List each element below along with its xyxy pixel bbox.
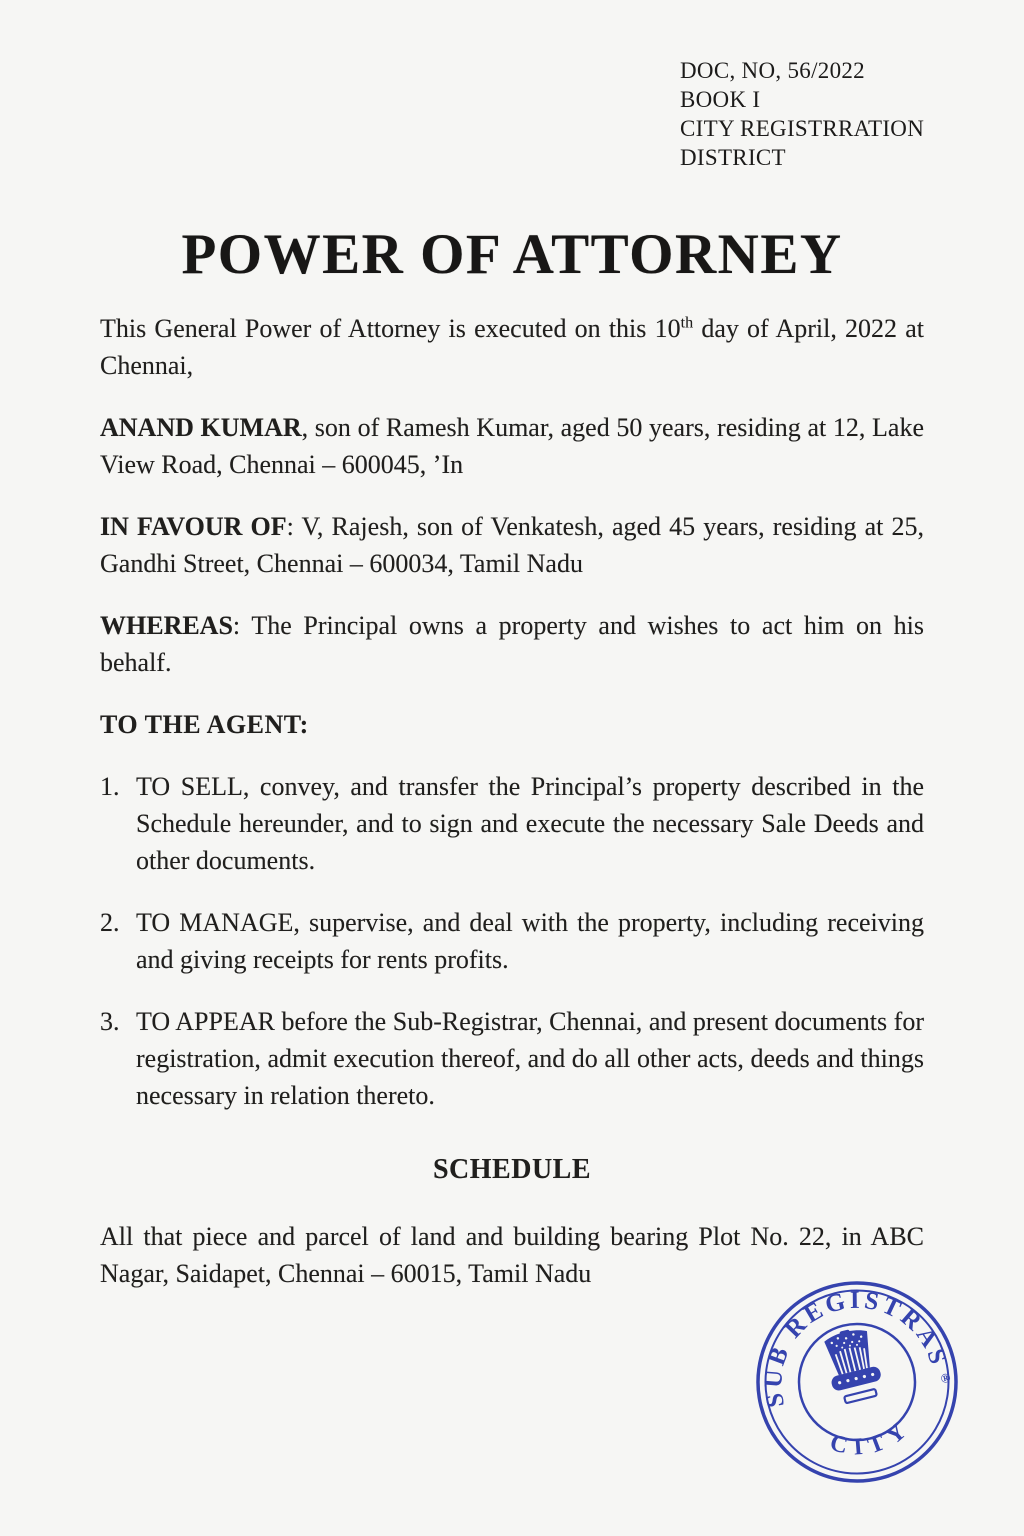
whereas-paragraph bbox=[100, 607, 924, 681]
power-item-3 bbox=[100, 1003, 924, 1114]
power-item-1 bbox=[100, 768, 924, 879]
seal-bottom-text: CITY bbox=[827, 1413, 918, 1462]
ashoka-emblem-icon bbox=[820, 1325, 886, 1406]
whereas-details: : The Principal owns a property and wishes to act him on his behalf. bbox=[100, 611, 924, 677]
registration-header bbox=[680, 56, 924, 172]
whereas-lead: WHEREAS bbox=[100, 611, 233, 640]
principal-paragraph bbox=[100, 409, 924, 483]
power-text: TO MANAGE, supervise, and deal with the property, including receiving and giving receipts for rents profits. bbox=[136, 908, 924, 974]
schedule-heading: SCHEDULE bbox=[432, 1154, 592, 1185]
ordinal-suffix: th bbox=[680, 314, 694, 332]
document-body bbox=[100, 310, 924, 1317]
power-item-2 bbox=[100, 904, 924, 978]
to-the-agent-heading: TO THE AGENT: bbox=[100, 710, 309, 739]
intro-text-start: This General Power of Attorney is executed on this 10 bbox=[100, 314, 681, 343]
principal-name: ANAND KUMAR bbox=[100, 413, 302, 442]
schedule-paragraph: All that piece and parcel of land and building bearing Plot No. 22, in ABC Nagar, Saidapet, Chennai – 60015, Tamil Nadu bbox=[100, 1222, 924, 1288]
seal-top-text: SUB REGISTRAS bbox=[759, 1286, 953, 1410]
principal-details: , son of Ramesh Kumar, aged 50 years, residing at 12, Lake View Road, Chennai – 600045, ’In bbox=[100, 413, 924, 479]
intro-paragraph bbox=[100, 310, 924, 384]
power-number: 2. bbox=[100, 908, 120, 937]
power-number: 1. bbox=[100, 772, 120, 801]
power-text: TO APPEAR before the Sub-Registrar, Chennai, and present documents for registration, admit execution thereof, and do all other acts, deeds and things necessary in relation thereto. bbox=[136, 1007, 924, 1110]
power-text: TO SELL, convey, and transfer the Principal’s property described in the Schedule hereunder, and to sign and execute the necessary Sale Deeds and other documents. bbox=[136, 772, 924, 875]
power-number: 3. bbox=[100, 1007, 120, 1036]
district-line-1: CITY REGISTRRATION bbox=[680, 116, 925, 141]
doc-number: DOC, NO, 56/2022 bbox=[680, 58, 865, 83]
favour-details: : V, Rajesh, son of Venkatesh, aged 45 years, residing at 25, Gandhi Street, Chennai – 600034, Tamil Nadu bbox=[100, 512, 924, 578]
agent-favour-paragraph bbox=[100, 508, 924, 582]
district-line-2: DISTRICT bbox=[680, 145, 786, 170]
favour-lead: IN FAVOUR OF bbox=[100, 512, 287, 541]
book-number: BOOK I bbox=[680, 87, 761, 112]
intro-text-end: day of April, 2022 at Chennai, bbox=[100, 314, 924, 380]
registered-mark-icon: ® bbox=[938, 1369, 953, 1387]
svg-text:CITY bbox=[822, 1411, 921, 1470]
page-title: POWER OF ATTORNEY bbox=[181, 223, 843, 286]
